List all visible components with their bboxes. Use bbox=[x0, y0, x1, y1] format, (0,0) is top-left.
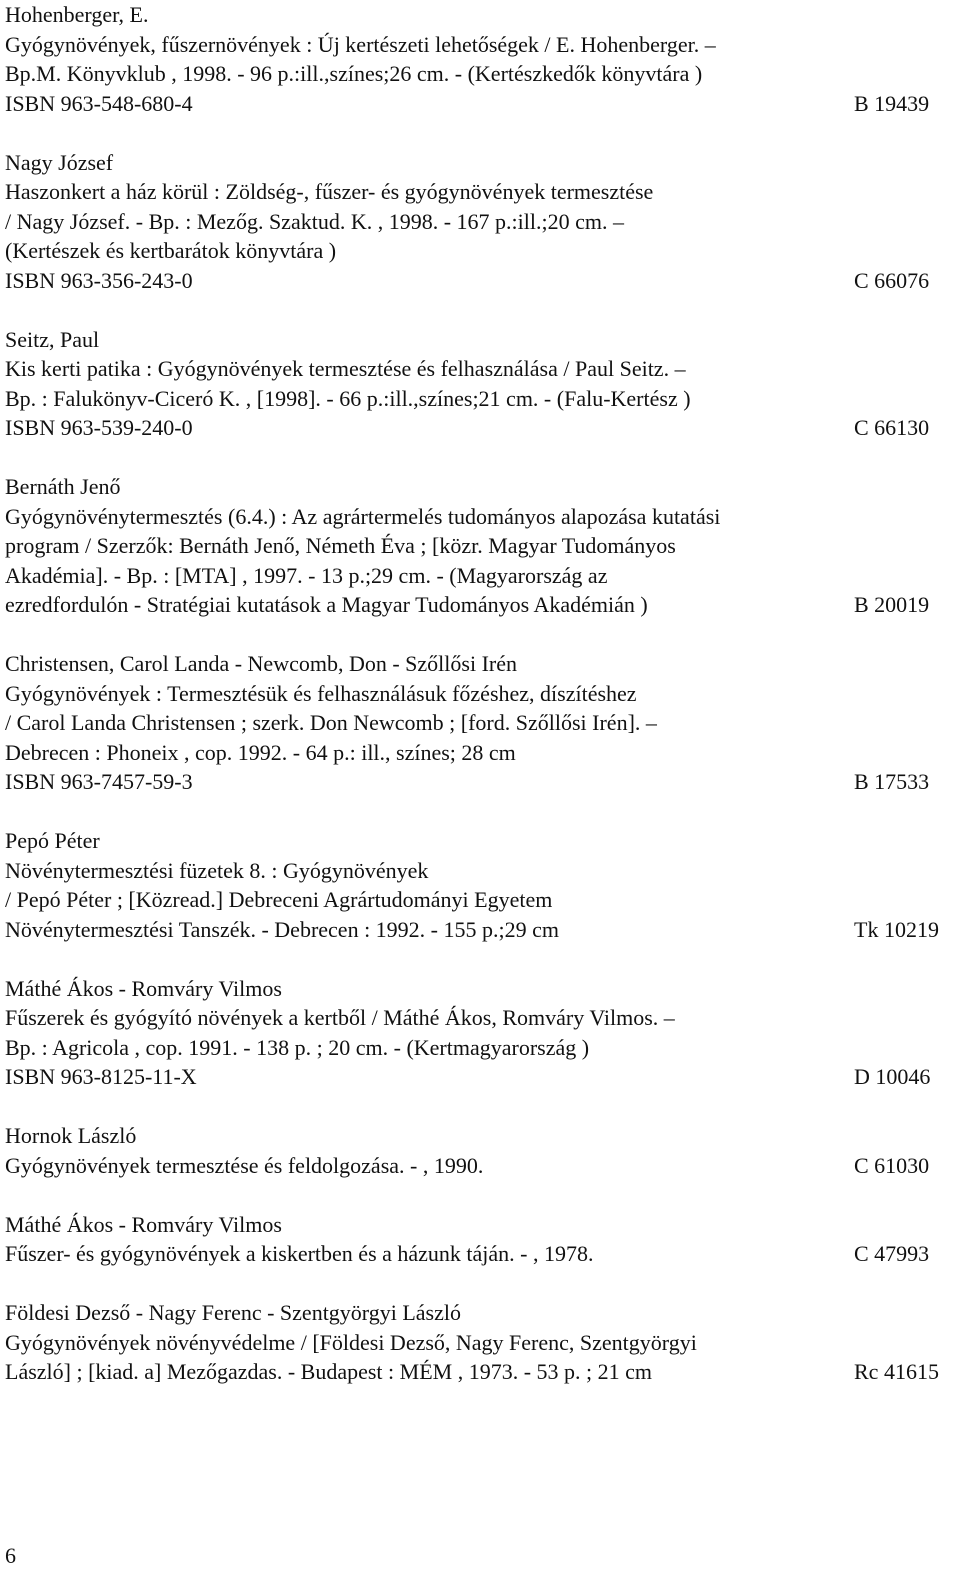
entry-description-line bbox=[5, 885, 955, 915]
entry-author: Hornok László bbox=[5, 1123, 137, 1148]
entry-author: Pepó Péter bbox=[5, 828, 100, 853]
call-number: C 61030 bbox=[854, 1152, 930, 1178]
entry-text: Bp. : Falukönyv-Ciceró K. , [1998]. - 66 p.:ill.,színes;21 cm. - (Falu-Kertész ) bbox=[5, 385, 691, 411]
bibliography-entry bbox=[5, 1121, 955, 1180]
entry-text: László] ; [kiad. a] Mezőgazdas. - Budapest : MÉM , 1973. - 53 p. ; 21 cm bbox=[5, 1359, 653, 1384]
entry-description-line bbox=[5, 708, 955, 738]
bibliography-entry bbox=[5, 325, 955, 443]
entry-text: ISBN 963-8125-11-X bbox=[5, 1064, 197, 1089]
entry-description-line bbox=[5, 30, 955, 60]
entry-text: / Nagy József. - Bp. : Mezőg. Szaktud. K. , 1998. - 167 p.:ill.;20 cm. – bbox=[5, 208, 624, 234]
call-number: B 20019 bbox=[854, 592, 930, 617]
entry-text: program / Szerzők: Bernáth Jenő, Németh Éva ; [közr. Magyar Tudományos bbox=[5, 533, 676, 558]
entry-text: Bp.M. Könyvklub , 1998. - 96 p.:ill.,színes;26 cm. - (Kertészkedők könyvtára ) bbox=[5, 61, 703, 86]
bibliography-entry bbox=[5, 1210, 955, 1269]
entry-description-line bbox=[5, 1151, 955, 1181]
entry-description-line bbox=[5, 236, 955, 266]
entry-text: ISBN 963-539-240-0 bbox=[5, 415, 193, 440]
entry-description-line bbox=[5, 177, 955, 207]
call-number: Tk 10219 bbox=[854, 916, 939, 942]
entry-text: Kis kerti patika : Gyógynövények termesztése és felhasználása / Paul Seitz. – bbox=[5, 356, 686, 381]
entry-description-line bbox=[5, 738, 955, 768]
entry-author: Máthé Ákos - Romváry Vilmos bbox=[5, 975, 282, 1001]
entry-author: Nagy József bbox=[5, 149, 114, 175]
bibliography-entry bbox=[5, 826, 955, 944]
entry-text: Debrecen : Phoneix , cop. 1992. - 64 p.: ill., színes; 28 cm bbox=[5, 739, 516, 765]
entry-author: Földesi Dezső - Nagy Ferenc - Szentgyörgyi László bbox=[5, 1300, 461, 1325]
entry-description-line bbox=[5, 1003, 955, 1033]
entry-text: ezredfordulón - Stratégiai kutatások a Magyar Tudományos Akadémián ) bbox=[5, 592, 648, 617]
entry-author: Christensen, Carol Landa - Newcomb, Don - Szőllősi Irén bbox=[5, 651, 517, 676]
entry-text: Gyógynövények : Termesztésük és felhasználásuk főzéshez, díszítéshez bbox=[5, 680, 637, 706]
bibliography-entry bbox=[5, 472, 955, 620]
call-number: B 19439 bbox=[854, 90, 930, 116]
entry-text: Gyógynövények növényvédelme / [Földesi Dezső, Nagy Ferenc, Szentgyörgyi bbox=[5, 1329, 697, 1355]
entry-description-line bbox=[5, 915, 955, 945]
entry-text: Bp. : Agricola , cop. 1991. - 138 p. ; 20 cm. - (Kertmagyarország ) bbox=[5, 1034, 590, 1060]
call-number: D 10046 bbox=[854, 1064, 931, 1089]
entry-description-line bbox=[5, 207, 955, 237]
entry-description-line bbox=[5, 502, 955, 532]
entry-description-line bbox=[5, 767, 955, 797]
entry-text: Fűszerek és gyógyító növények a kertből / Máthé Ákos, Romváry Vilmos. – bbox=[5, 1005, 675, 1030]
entry-text: / Carol Landa Christensen ; szerk. Don Newcomb ; [ford. Szőllősi Irén]. – bbox=[5, 710, 657, 735]
entry-text: ISBN 963-356-243-0 bbox=[5, 267, 193, 293]
entry-description-line bbox=[5, 531, 955, 561]
entry-text: ISBN 963-548-680-4 bbox=[5, 90, 193, 116]
entry-text: Növénytermesztési Tanszék. - Debrecen : 1992. - 155 p.;29 cm bbox=[5, 916, 559, 942]
entry-author: Hohenberger, E. bbox=[5, 2, 149, 27]
entry-text: / Pepó Péter ; [Közread.] Debreceni Agrártudományi Egyetem bbox=[5, 887, 553, 912]
entry-description-line bbox=[5, 590, 955, 620]
bibliography-entry bbox=[5, 974, 955, 1092]
bibliography-entry bbox=[5, 0, 955, 118]
entry-description-line bbox=[5, 59, 955, 89]
entry-description-line bbox=[5, 354, 955, 384]
entry-description-line bbox=[5, 1357, 955, 1387]
entry-text: Fűszer- és gyógynövények a kiskertben és a házunk táján. - , 1978. bbox=[5, 1241, 594, 1266]
bibliography-entry bbox=[5, 1298, 955, 1387]
entry-description-line bbox=[5, 413, 955, 443]
entry-author: Seitz, Paul bbox=[5, 326, 100, 352]
bibliography-list bbox=[5, 0, 955, 1416]
entry-description-line bbox=[5, 266, 955, 296]
call-number: C 47993 bbox=[854, 1241, 930, 1266]
entry-description-line bbox=[5, 679, 955, 709]
entry-description-line bbox=[5, 856, 955, 886]
entry-author: Bernáth Jenő bbox=[5, 474, 121, 499]
entry-description-line bbox=[5, 1062, 955, 1092]
entry-description-line bbox=[5, 1033, 955, 1063]
bibliography-entry bbox=[5, 649, 955, 797]
entry-text: Gyógynövénytermesztés (6.4.) : Az agrártermelés tudományos alapozása kutatási bbox=[5, 503, 721, 529]
call-number: C 66130 bbox=[854, 415, 930, 440]
entry-description-line bbox=[5, 1239, 955, 1269]
call-number: C 66076 bbox=[854, 267, 930, 293]
entry-text: Gyógynövények, fűszernövények : Új kertészeti lehetőségek / E. Hohenberger. – bbox=[5, 31, 716, 57]
entry-text: Növénytermesztési füzetek 8. : Gyógynövények bbox=[5, 857, 429, 883]
entry-description-line bbox=[5, 89, 955, 119]
entry-description-line bbox=[5, 1328, 955, 1358]
entry-text: Gyógynövények termesztése és feldolgozása. - , 1990. bbox=[5, 1152, 484, 1178]
entry-description-line bbox=[5, 561, 955, 591]
entry-description-line bbox=[5, 384, 955, 414]
page-number: 6 bbox=[5, 1543, 16, 1568]
bibliography-entry bbox=[5, 148, 955, 296]
entry-text: Akadémia]. - Bp. : [MTA] , 1997. - 13 p.;29 cm. - (Magyarország az bbox=[5, 562, 608, 588]
call-number: B 17533 bbox=[854, 769, 930, 794]
call-number: Rc 41615 bbox=[854, 1359, 939, 1384]
entry-author: Máthé Ákos - Romváry Vilmos bbox=[5, 1211, 282, 1237]
entry-text: (Kertészek és kertbarátok könyvtára ) bbox=[5, 238, 337, 263]
entry-text: Haszonkert a ház körül : Zöldség-, fűszer- és gyógynövények termesztése bbox=[5, 179, 654, 204]
entry-text: ISBN 963-7457-59-3 bbox=[5, 769, 193, 794]
